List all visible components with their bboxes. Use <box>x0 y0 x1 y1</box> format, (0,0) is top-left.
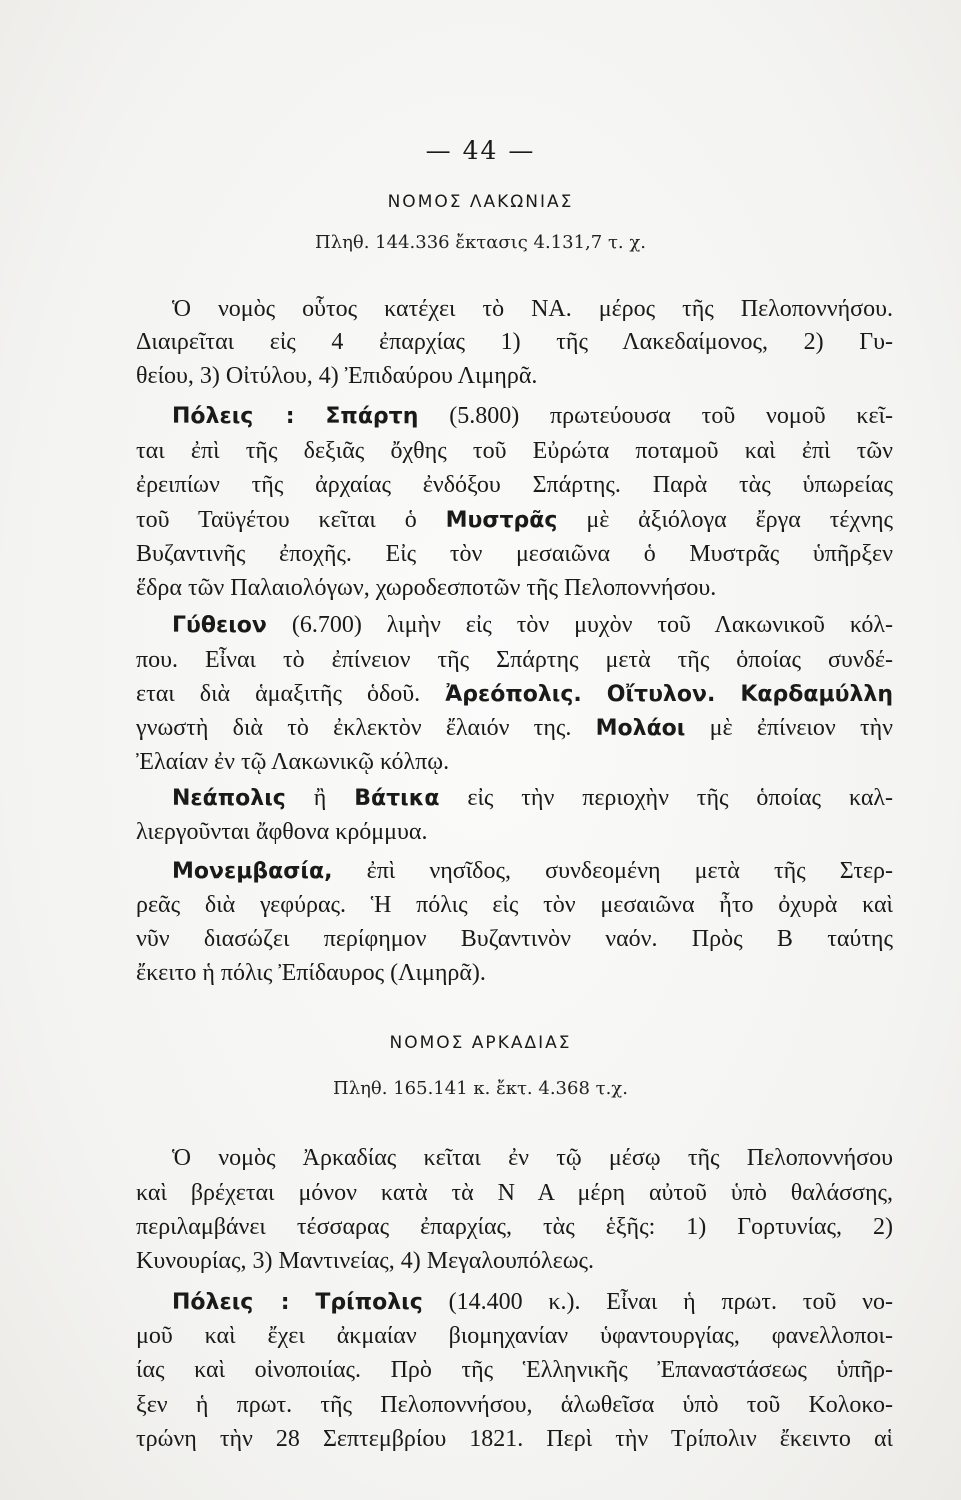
bold-term: Τρίπολις <box>315 1290 423 1315</box>
text-line: ίας καὶ οἰνοποιίας. Πρὸ τῆς Ἑλληνικῆς Ἐπαναστάσεως ὑπῆρ- <box>136 1357 893 1383</box>
text-line: ἐρειπίων τῆς ἀρχαίας ἐνδόξου Σπάρτης. Παρὰ τὰς ὑπωρείας <box>136 472 893 498</box>
text-line <box>172 1289 893 1316</box>
text-line: Ὁ νομὸς Ἀρκαδίας κεῖται ἐν τῷ μέσῳ τῆς Πελοποννήσου <box>172 1145 893 1171</box>
text-span: (14.400 κ.). Εἶναι ἡ πρωτ. τοῦ νο- <box>448 1289 893 1315</box>
text-span: τοῦ Ταϋγέτου κεῖται ὁ <box>136 507 417 533</box>
bold-term: Μονεμβασία, <box>172 859 333 884</box>
text-line: ρεᾶς διὰ γεφύρας. Ἡ πόλις εἰς τὸν μεσαιῶνα ἦτο ὀχυρὰ καὶ <box>136 892 893 918</box>
text-line: μοῦ καὶ ἔχει ἀκμαίαν βιομηχανίαν ὑφαντουργίας, φανελλοποι- <box>136 1323 893 1349</box>
text-line: καὶ βρέχεται μόνον κατὰ τὰ Ν Α μέρη αὐτοῦ ὑπὸ θαλάσσης, <box>136 1180 893 1206</box>
text-span: (5.800) πρωτεύουσα τοῦ νομοῦ κεῖ- <box>449 403 894 429</box>
bold-term: Ἀρεόπολις. <box>445 682 582 707</box>
text-span: γνωστὴ διὰ τὸ ἐκλεκτὸν ἔλαιόν της. <box>136 715 572 741</box>
bold-term: Γύθειον <box>172 613 267 638</box>
section-heading-arcadia: ΝΟΜΟΣ ΑΡΚΑΔΙΑΣ <box>389 1033 572 1053</box>
section-stats-arcadia: Πληθ. 165.141 κ. ἔκτ. 4.368 τ.χ. <box>333 1078 628 1099</box>
text-line <box>172 612 893 639</box>
text-line: Ὁ νομὸς οὗτος κατέχει τὸ ΝΑ. μέρος τῆς Πελοποννήσου. <box>172 296 893 322</box>
bold-term: Νεάπολις <box>172 786 286 811</box>
text-line: περιλαμβάνει τέσσαρας ἐπαρχίας, τὰς ἑξῆς: 1) Γορτυνίας, 2) <box>136 1214 893 1240</box>
text-line <box>172 403 893 430</box>
page-number: — 44 — <box>425 136 536 165</box>
bold-term: Καρδαμύλλη <box>740 682 894 707</box>
text-line: Κυνουρίας, 3) Μαντινείας, 4) Μεγαλουπόλεως. <box>136 1248 595 1274</box>
text-line: Ἐλαίαν ἐν τῷ Λακωνικῷ κόλπῳ. <box>136 749 450 775</box>
bold-term: Σπάρτη <box>325 404 419 429</box>
bold-term: Οἴτυλον. <box>606 682 716 707</box>
bold-term: Βάτικα <box>354 786 440 811</box>
text-span: εται διὰ ἁμαξιτῆς ὁδοῦ. <box>136 681 421 707</box>
text-span: ἢ <box>313 785 327 811</box>
section-stats-laconia: Πληθ. 144.336 ἔκτασις 4.131,7 τ. χ. <box>315 232 646 253</box>
text-line: ἔκειτο ἡ πόλις Ἐπίδαυρος (Λιμηρᾶ). <box>136 960 486 986</box>
text-line <box>172 785 893 812</box>
text-line <box>136 507 893 534</box>
text-line: τρώνη τὴν 28 Σεπτεμβρίου 1821. Περὶ τὴν Τρίπολιν ἔκειντο αἱ <box>136 1426 893 1452</box>
text-line <box>136 681 893 708</box>
section-heading-laconia: ΝΟΜΟΣ ΛΑΚΩΝΙΑΣ <box>387 192 574 212</box>
text-line: Διαιρεῖται εἰς 4 ἐπαρχίας 1) τῆς Λακεδαίμονος, 2) Γυ- <box>136 329 893 355</box>
text-line: ται ἐπὶ τῆς δεξιᾶς ὄχθης τοῦ Εὐρώτα ποταμοῦ καὶ ἐπὶ τῶν <box>136 438 893 464</box>
text-line: που. Εἶναι τὸ ἐπίνειον τῆς Σπάρτης μετὰ τῆς ὁποίας συνδέ- <box>136 647 893 673</box>
text-span: ἐπὶ νησῖδος, συνδεομένη μετὰ τῆς Στερ- <box>366 858 894 884</box>
text-span: (6.700) λιμὴν εἰς τὸν μυχὸν τοῦ Λακωνικοῦ κόλ- <box>291 612 894 638</box>
text-line: νῦν διασώζει περίφημον Βυζαντινὸν ναόν. Πρὸς Β ταύτης <box>136 926 893 952</box>
text-line: ξεν ἡ πρωτ. τῆς Πελοποννήσου, ἁλωθεῖσα ὑπὸ τοῦ Κολοκο- <box>136 1392 893 1418</box>
text-line: ἕδρα τῶν Παλαιολόγων, χωροδεσποτῶν τῆς Πελοποννήσου. <box>136 575 717 601</box>
text-line <box>136 715 893 742</box>
text-span: εἰς τὴν περιοχὴν τῆς ὁποίας καλ- <box>467 785 894 811</box>
text-span: μὲ ἐπίνειον τὴν <box>709 715 894 741</box>
bold-term: Πόλεις : <box>172 404 295 429</box>
text-line <box>172 858 893 885</box>
text-line: Βυζαντινῆς ἐποχῆς. Εἰς τὸν μεσαιῶνα ὁ Μυστρᾶς ὑπῆρξεν <box>136 541 893 567</box>
bold-term: Μυστρᾶς <box>445 508 558 533</box>
text-line: λιεργοῦνται ἄφθονα κρόμμυα. <box>136 819 428 845</box>
text-line: θείου, 3) Οἰτύλου, 4) Ἐπιδαύρου Λιμηρᾶ. <box>136 363 538 389</box>
text-span: μὲ ἀξιόλογα ἔργα τέχνης <box>586 507 894 533</box>
bold-term: Μολάοι <box>595 716 686 741</box>
bold-term: Πόλεις : <box>172 1290 290 1315</box>
